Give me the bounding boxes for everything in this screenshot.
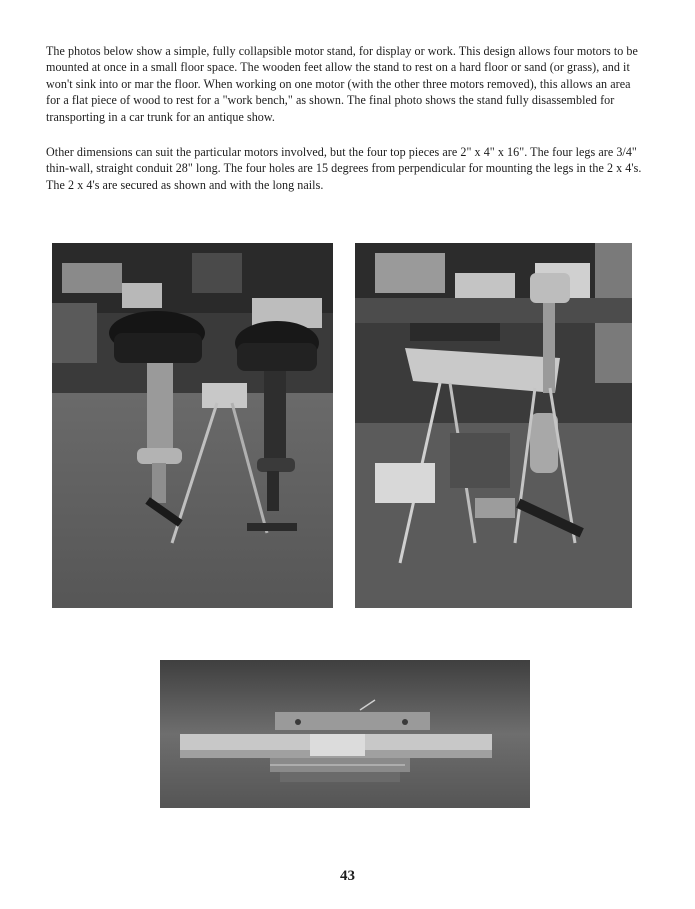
- page-number: 43: [340, 868, 355, 884]
- photo-work-bench: [355, 243, 632, 608]
- photo-stand-disassembled: [160, 660, 530, 808]
- paragraph-dimensions: Other dimensions can suit the particular motors involved, but the four top pieces are 2" x 4" x 16". The four legs are 3/4" thin-wall, straight conduit 28" long. The four holes are 15 degrees from perpendicular for mounting the legs in the 2 x 4's. The 2 x 4's are secured as shown and with the long nails.: [46, 145, 642, 192]
- photo-motors-on-stand: [52, 243, 333, 608]
- paragraph-intro: The photos below show a simple, fully collapsible motor stand, for display or work. This design allows four motors to be mounted at once in a small floor space. The wooden feet allow the stand to rest on a hard floor or sand (or grass), and it won't sink into or mar the floor. When working on one motor (with the other three motors removed), this allows an area for a flat piece of wood to rest for a "work bench," as shown. The final photo shows the stand fully disassembled for transporting in a car trunk for an antique show.: [46, 44, 638, 124]
